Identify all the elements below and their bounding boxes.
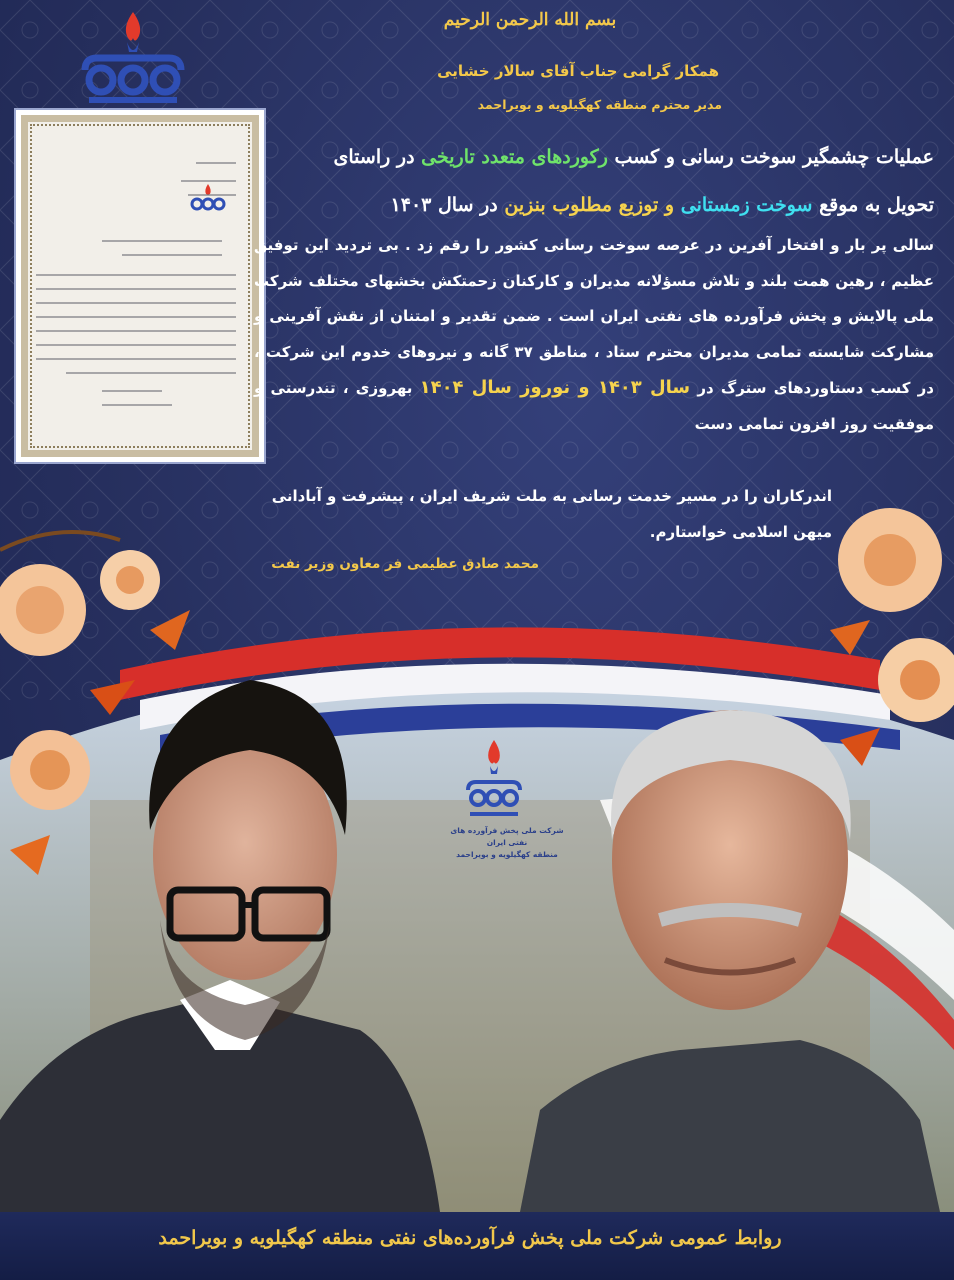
year-highlight: سال ۱۴۰۳ و نوروز سال ۱۴۰۴ — [419, 377, 691, 398]
basmala-heading: بسم الله الرحمن الرحیم — [443, 10, 617, 30]
recipient-title: مدیر محترم منطقه کهگیلویه و بویراحمد — [477, 97, 722, 112]
letter-body — [254, 228, 934, 442]
letter-body-closing: اندرکاران را در مسیر خدمت رسانی به ملت شریف ایران ، پیشرفت و آبادانی میهن اسلامی خواستارم. — [271, 487, 832, 541]
body-paragraph: بهروزی ، تندرستی و موفقیت روز افزون تمامی دست — [254, 379, 934, 433]
headline — [254, 133, 934, 229]
center-logo-label-line: شرکت ملی پخش فرآورده های نفتی ایران — [450, 826, 564, 847]
flowers-right-decoration — [820, 470, 954, 770]
recipient-name: همکار گرامی جناب آقای سالار خشایی — [437, 62, 719, 80]
headline-text: عملیات چشمگیر سوخت رسانی و کسب — [614, 146, 934, 168]
nioc-logo — [75, 8, 191, 108]
body-paragraph: سالی پر بار و افتخار آفرین در عرصه سوخت رسانی کشور را رقم زد . — [405, 236, 934, 254]
center-logo-label-line: منطقه کهگیلویه و بویراحمد — [456, 850, 558, 859]
body-paragraph: بی تردید این توفیق عظیم ، رهین همت بلند و تلاش مسؤلانه مدیران و کارکنان زحمتکش بخشهای مختلف شرکت ملی پالایش و پخش فرآورده های نفتی ایران است . ضمن تقدیر و امتنان از نقش آفرینی و مشارکت شایسته تمامی مدیران محترم ستاد ، مناطق ۳۷ گانه و نیروهای خدوم این شرکت ، در کسب دستاوردهای سترگ در — [254, 236, 934, 397]
headline-and: و — [664, 194, 675, 216]
center-logo-label — [442, 825, 572, 861]
headline-text: تحویل به موقع — [819, 194, 934, 216]
headline-text: در راستای — [333, 146, 415, 168]
headline-highlight-gasoline: توزیع مطلوب بنزین — [504, 194, 659, 216]
center-logo — [464, 738, 524, 820]
headline-highlight-winter-fuel: سوخت زمستانی — [680, 194, 813, 216]
letter-logo-icon — [188, 182, 228, 214]
flowers-left-decoration — [0, 520, 230, 900]
headline-line-1 — [254, 133, 934, 181]
signature: محمد صادق عظیمی فر معاون وزیر نفت — [271, 556, 539, 572]
headline-line-2 — [254, 181, 934, 229]
appreciation-letter-image — [14, 108, 266, 464]
headline-highlight-records: رکوردهای متعدد تاریخی — [421, 146, 608, 168]
footer-caption: روابط عمومی شرکت ملی پخش فرآورده‌های نفتی منطقه کهگیلویه و بویراحمد — [158, 1227, 782, 1249]
headline-text: در سال ۱۴۰۳ — [390, 194, 498, 216]
